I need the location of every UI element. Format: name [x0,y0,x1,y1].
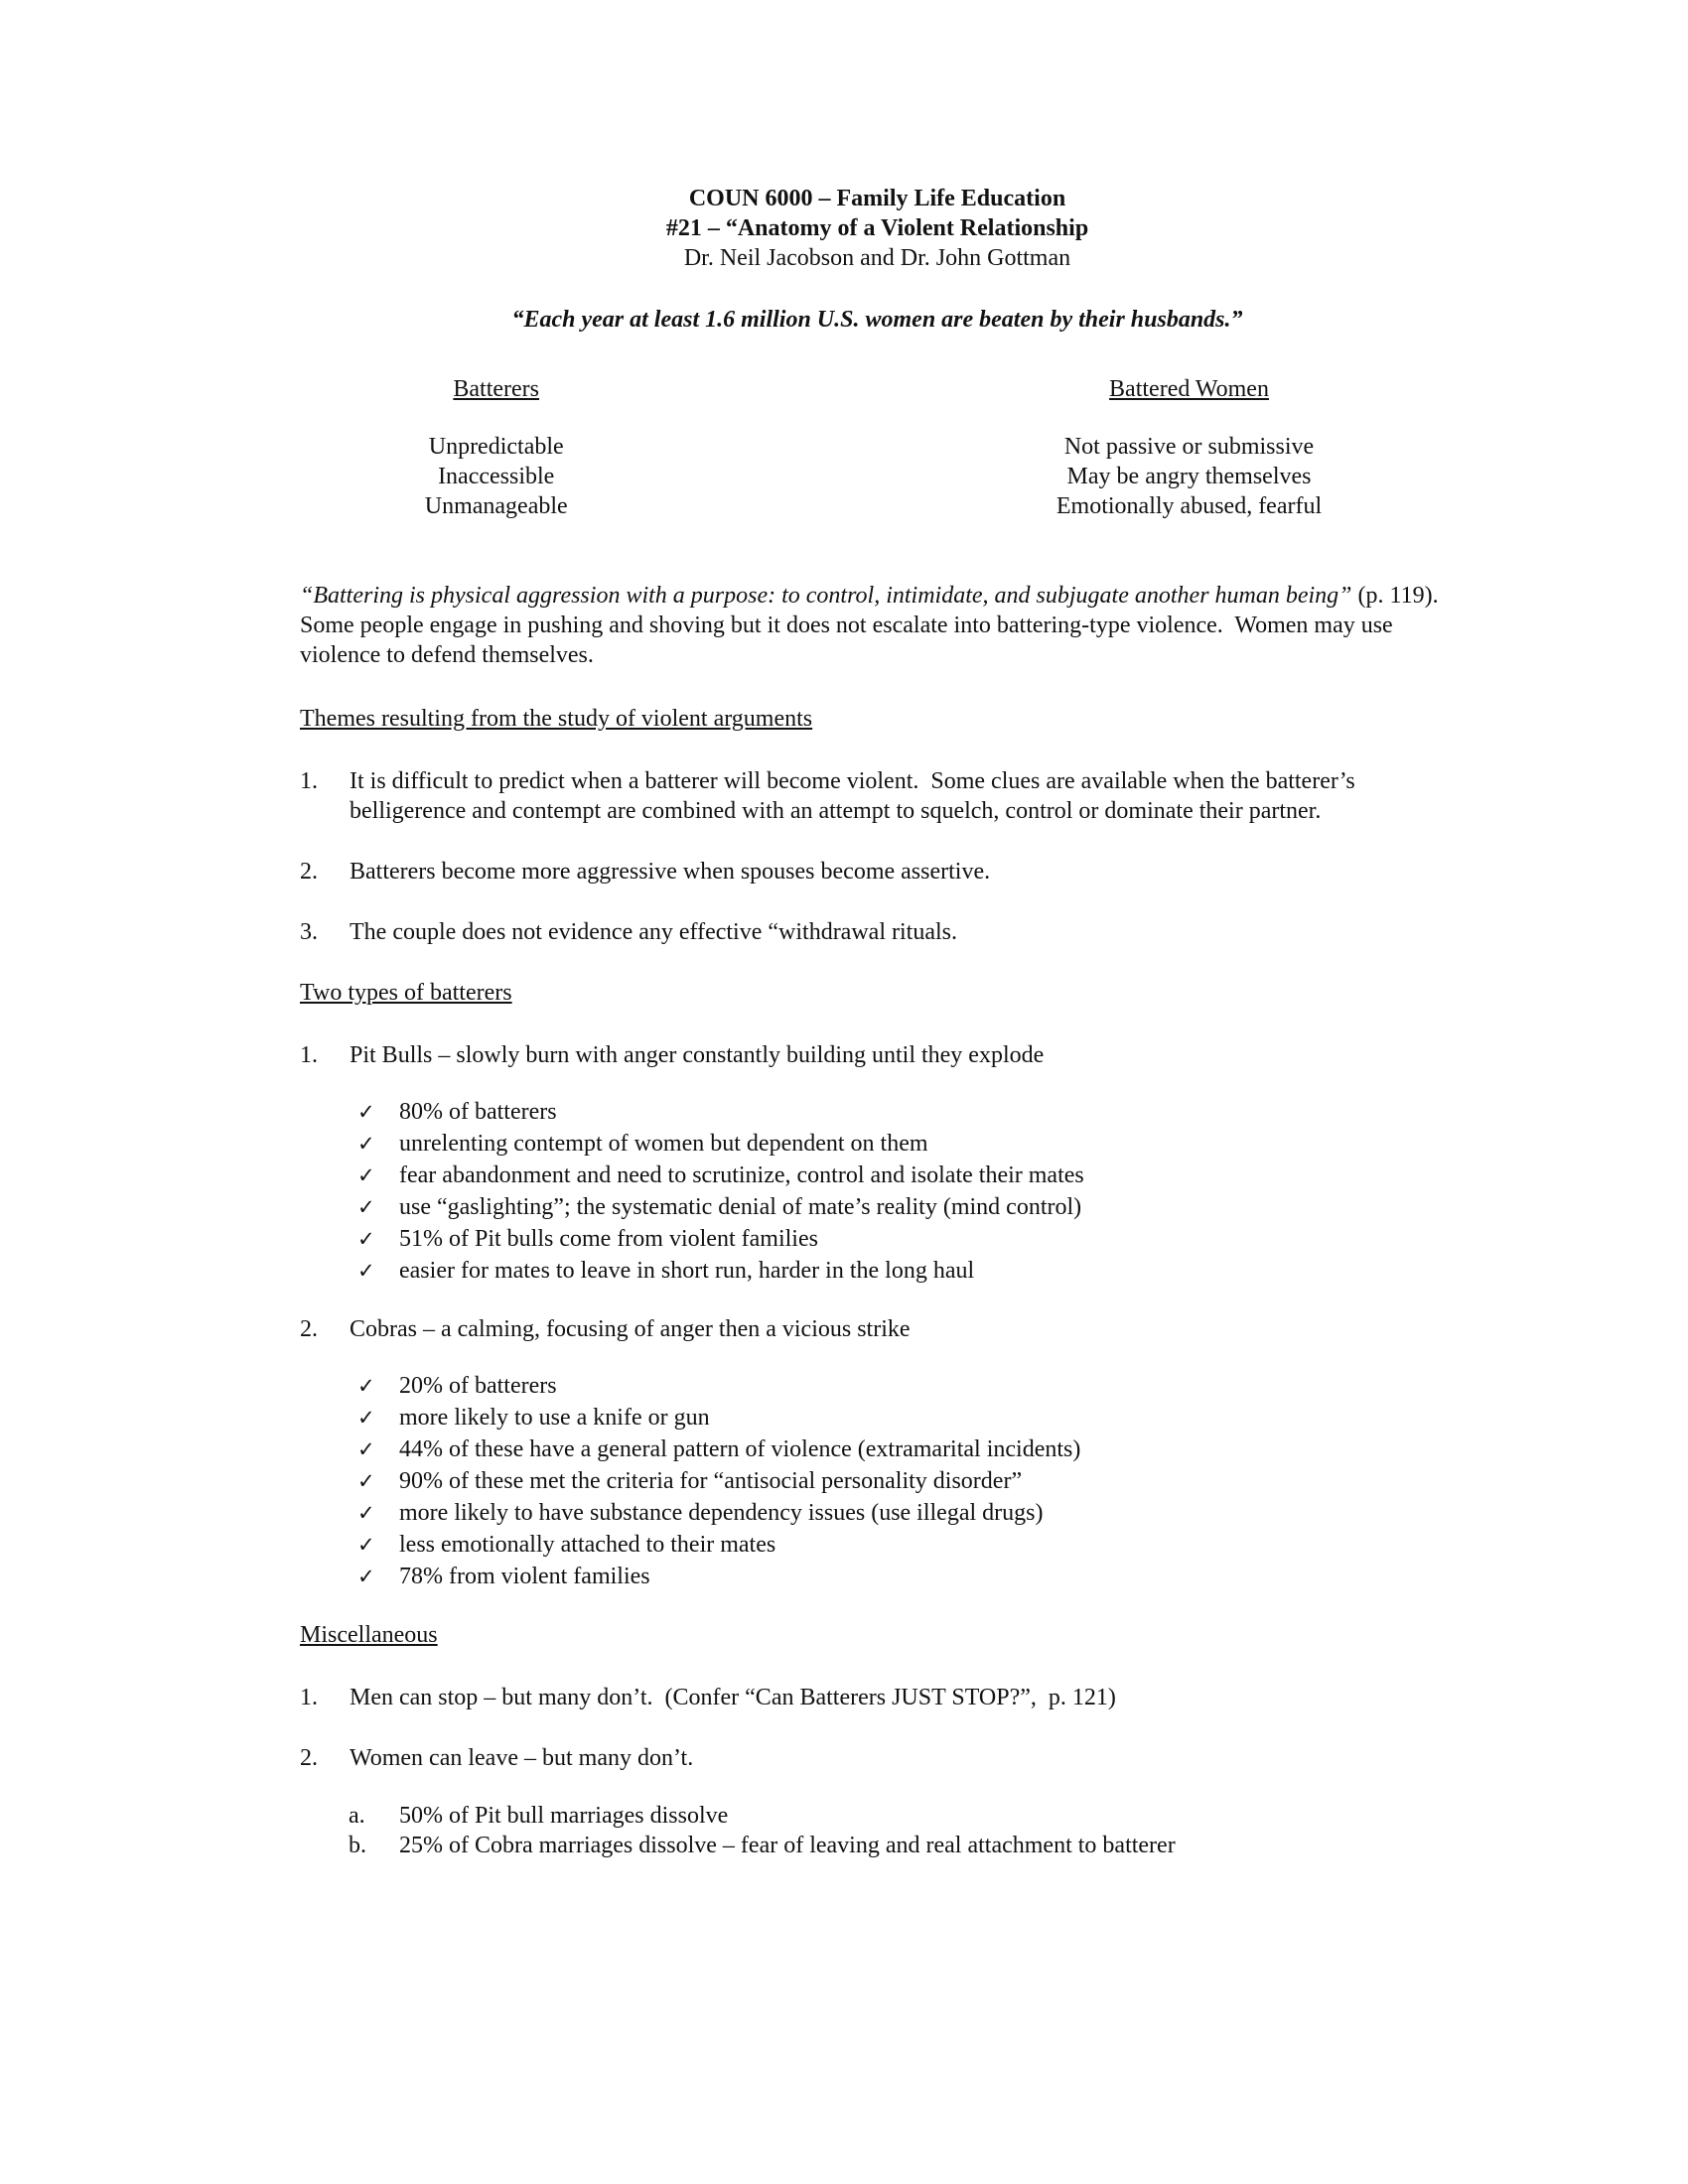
checkmark-icon: ✓ [357,1195,375,1219]
misc-sub-item [300,1801,1455,1831]
misc-sub-item-text: 25% of Cobra marriages dissolve – fear of leaving and real attachment to batterer [399,1833,1176,1858]
course-title: COUN 6000 – Family Life Education [688,186,1066,211]
checkmark-icon: ✓ [357,1437,375,1461]
batterers-column-header [300,374,692,404]
document-header [300,184,1455,273]
misc-sub-item-letter: b. [349,1833,366,1858]
checkmark-icon: ✓ [357,1469,375,1493]
checkmark-icon: ✓ [357,1565,375,1588]
two-types-section-heading [300,978,1455,1008]
misc-item-text: Men can stop – but many don’t. (Confer “Can Batterers JUST STOP?”, p. 121) [350,1685,1116,1710]
battering-definition-quote: “Battering is physical aggression with a purpose: to control, intimidate, and subjugate another human being” [300,583,1352,609]
theme-item-number: 2. [300,859,318,885]
themes-heading-label: Themes resulting from the study of violent arguments [300,706,813,732]
theme-item [300,766,1455,826]
checklist-item-text: 78% from violent families [399,1564,650,1589]
misc-sub-item-letter: a. [349,1803,365,1829]
batterer-type-item [300,1040,1455,1070]
checklist-item [300,1465,1455,1497]
batterers-trait: Inaccessible [438,464,555,489]
batterer-type-text: Pit Bulls – slowly burn with anger constantly building until they explode [350,1042,1045,1068]
miscellaneous-heading-label: Miscellaneous [300,1622,438,1648]
checkmark-icon: ✓ [357,1533,375,1557]
battered-women-trait: Emotionally abused, fearful [1055,493,1323,519]
battering-definition-rest: (p. 119). Some people engage in pushing and shoving but it does not escalate into battering-type violence. Women may use violence to defend themselves. [300,583,1451,668]
checklist-item-text: use “gaslighting”; the systematic denial of mate’s reality (mind control) [399,1194,1082,1220]
checklist-item-text: fear abandonment and need to scrutinize, control and isolate their mates [399,1162,1084,1188]
two-types-heading-label: Two types of batterers [300,980,512,1006]
battered-women-column-header [923,374,1455,404]
misc-item-text: Women can leave – but many don’t. [350,1745,694,1771]
checkmark-icon: ✓ [357,1259,375,1283]
batterer-type-number: 1. [300,1042,318,1068]
checklist-item [300,1561,1455,1592]
theme-item-text: Batterers become more aggressive when spouses become assertive. [350,859,991,885]
misc-item-number: 1. [300,1685,318,1710]
checkmark-icon: ✓ [357,1374,375,1398]
authors-line: Dr. Neil Jacobson and Dr. John Gottman [683,245,1071,271]
checklist-item [300,1497,1455,1529]
checklist-item-text: more likely to have substance dependency issues (use illegal drugs) [399,1500,1044,1526]
theme-item-number: 1. [300,768,318,794]
checklist-item-text: 90% of these met the criteria for “antisocial personality disorder” [399,1468,1023,1494]
themes-section-heading [300,704,1455,734]
checklist-item [300,1191,1455,1223]
battered-women-column [923,374,1455,521]
miscellaneous-section-heading [300,1620,1455,1650]
checklist-item-text: 51% of Pit bulls come from violent families [399,1226,818,1252]
checklist-item-text: easier for mates to leave in short run, harder in the long haul [399,1258,975,1284]
checklist-item [300,1223,1455,1255]
theme-item [300,857,1455,887]
checkmark-icon: ✓ [357,1100,375,1124]
batterers-trait: Unpredictable [428,434,564,460]
checklist-item-text: unrelenting contempt of women but dependent on them [399,1131,928,1157]
checkmark-icon: ✓ [357,1501,375,1525]
batterer-type-number: 2. [300,1316,318,1342]
battered-women-header-label: Battered Women [1109,376,1269,402]
cobras-checklist [300,1370,1455,1592]
checklist-item-text: less emotionally attached to their mates [399,1532,776,1558]
checklist-item [300,1255,1455,1287]
misc-sub-item [300,1831,1455,1860]
batterer-type-item [300,1314,1455,1344]
epigraph-quote: “Each year at least 1.6 million U.S. women are beaten by their husbands.” [511,307,1243,333]
misc-item-number: 2. [300,1745,318,1771]
checkmark-icon: ✓ [357,1227,375,1251]
checklist-item-text: 44% of these have a general pattern of violence (extramarital incidents) [399,1436,1081,1462]
checklist-item [300,1096,1455,1128]
batterer-type-text: Cobras – a calming, focusing of anger then a vicious strike [350,1316,911,1342]
checklist-item [300,1433,1455,1465]
checklist-item-text: more likely to use a knife or gun [399,1405,710,1431]
checklist-item [300,1402,1455,1433]
theme-item [300,917,1455,947]
checkmark-icon: ✓ [357,1406,375,1430]
pit-bulls-checklist [300,1096,1455,1287]
checklist-item [300,1128,1455,1160]
battered-women-trait: May be angry themselves [1066,464,1312,489]
theme-item-number: 3. [300,919,318,945]
theme-item-text: It is difficult to predict when a batterer will become violent. Some clues are available when the batterer’s belligerence and contempt are combined with an attempt to squelch, control or dominate their partner. [350,768,1361,824]
theme-item-text: The couple does not evidence any effective “withdrawal rituals. [350,919,957,945]
checklist-item [300,1529,1455,1561]
batterers-column [300,374,692,521]
checkmark-icon: ✓ [357,1163,375,1187]
battering-definition-paragraph [300,581,1455,670]
misc-sub-list [300,1801,1455,1860]
misc-item [300,1683,1455,1712]
checklist-item-text: 20% of batterers [399,1373,557,1399]
misc-item [300,1743,1455,1773]
misc-sub-item-text: 50% of Pit bull marriages dissolve [399,1803,729,1829]
lecture-title: #21 – “Anatomy of a Violent Relationship [665,215,1089,241]
checkmark-icon: ✓ [357,1132,375,1156]
battered-women-trait: Not passive or submissive [1063,434,1315,460]
checklist-item [300,1370,1455,1402]
checklist-item [300,1160,1455,1191]
batterers-trait: Unmanageable [424,493,568,519]
checklist-item-text: 80% of batterers [399,1099,557,1125]
batterers-header-label: Batterers [453,376,540,402]
comparison-columns [300,374,1455,521]
